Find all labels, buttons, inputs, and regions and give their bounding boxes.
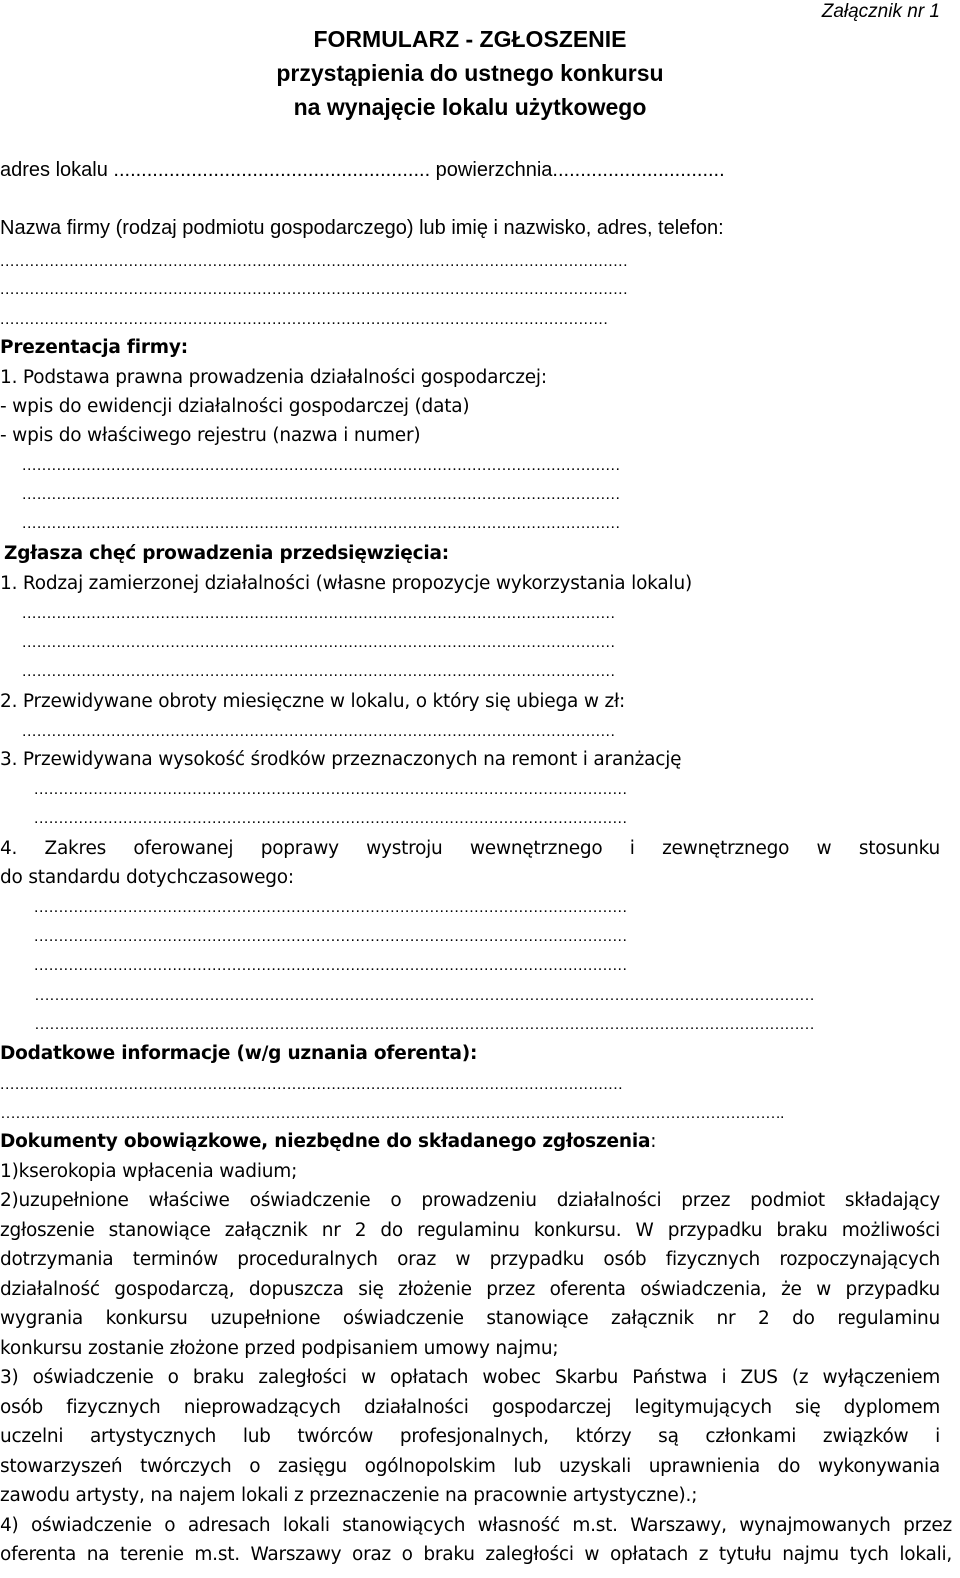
address-line: adres lokalu ......................................................... powierzchnia...............................: [0, 159, 725, 181]
question-1-dots-2: ........................................................................................................................: [22, 634, 616, 651]
company-dots-3: ...........................................................................................................................: [0, 311, 609, 328]
question-4-dots-2: ........................................................................................................................: [34, 928, 628, 945]
form-subtitle-1: przystąpienia do ustnego konkursu: [276, 60, 664, 86]
document-4-line-2: oferenta na terenie m.st. Warszawy oraz o braku zaległości w opłatach z tytułu najmu tych lokali,: [0, 1544, 952, 1565]
presentation-dots-2: .........................................................................................................................: [22, 486, 621, 503]
additional-dots-1: ..............................................................................................................................: [0, 1076, 624, 1093]
presentation-sub-1: - wpis do ewidencji działalności gospodarczej (data): [0, 396, 470, 417]
document-2-line-6: konkursu zostanie złożone przed podpisaniem umowy najmu;: [0, 1338, 559, 1359]
question-2-dots: ........................................................................................................................: [22, 723, 616, 740]
question-4-dots-1: ........................................................................................................................: [34, 899, 628, 916]
document-3-line-1: 3) oświadczenie o braku zaległości w opłatach wobec Skarbu Państwa i ZUS (z wyłączeniem: [0, 1367, 940, 1388]
document-3-line-3: uczelni artystycznych lub twórców profesjonalnych, którzy są członkami związków i: [0, 1426, 940, 1447]
question-3-dots-2: ........................................................................................................................: [34, 810, 628, 827]
document-2-line-2: zgłoszenie stanowiące załącznik nr 2 do regulaminu konkursu. W przypadku braku możliwości: [0, 1220, 940, 1241]
presentation-label: Prezentacja firmy:: [0, 337, 188, 358]
company-label: Nazwa firmy (rodzaj podmiotu gospodarczego) lub imię i nazwisko, adres, telefon:: [0, 217, 724, 239]
question-4-dots-5: …………………………………………………………………………………………………………………………………………: [34, 1016, 814, 1033]
question-3: 3. Przewidywana wysokość środków przeznaczonych na remont i aranżację: [0, 749, 682, 770]
question-2: 2. Przewidywane obroty miesięczne w lokalu, o który się ubiega w zł:: [0, 691, 626, 712]
question-1-dots-3: ........................................................................................................................: [22, 663, 616, 680]
document-2-line-3: dotrzymania terminów proceduralnych oraz w przypadku osób fizycznych rozpoczynających: [0, 1249, 940, 1270]
question-1-dots-1: ........................................................................................................................: [22, 605, 616, 622]
intent-label: Zgłasza chęć prowadzenia przedsięwzięcia:: [4, 543, 450, 564]
question-4: 4. Zakres oferowanej poprawy wystroju wewnętrznego i zewnętrznego w stosunku: [0, 838, 940, 859]
document-3-line-4: stowarzyszeń twórczych o zasięgu ogólnopolskim lub uzyskali uprawnienia do wykonywania: [0, 1456, 940, 1477]
question-1: 1. Rodzaj zamierzonej działalności (własne propozycje wykorzystania lokalu): [0, 573, 692, 594]
form-subtitle-2: na wynajęcie lokalu użytkowego: [293, 94, 647, 120]
document-3-line-5: zawodu artysty, na najem lokali z przeznaczenie na pracownie artystyczne).;: [0, 1485, 698, 1506]
additional-dots-2: ………………………………………………………………………………………………………………………………………….: [0, 1105, 784, 1122]
presentation-item-1: 1. Podstawa prawna prowadzenia działalności gospodarczej:: [0, 367, 547, 388]
documents-heading: [0, 1130, 656, 1154]
presentation-sub-2: - wpis do właściwego rejestru (nazwa i numer): [0, 425, 421, 446]
question-4-dots-3: ........................................................................................................................: [34, 957, 628, 974]
presentation-dots-3: .........................................................................................................................: [22, 515, 621, 532]
additional-label: Dodatkowe informacje (w/g uznania oferenta):: [0, 1043, 478, 1064]
presentation-dots-1: .........................................................................................................................: [22, 457, 621, 474]
document-2-line-4: działalność gospodarczą, dopuszcza się złożenie przez oferenta oświadczenia, że w przypadku: [0, 1279, 940, 1300]
attachment-label: Załącznik nr 1: [821, 1, 940, 22]
company-dots-2: ...............................................................................................................................: [0, 281, 629, 298]
document-3-line-2: osób fizycznych nieprowadzących działalności gospodarczej legitymujących się dyplomem: [0, 1397, 940, 1418]
company-dots-1: ...............................................................................................................................: [0, 253, 629, 270]
document-1: 1)kserokopia wpłacenia wadium;: [0, 1161, 298, 1182]
question-4-dots-4: …………………………………………………………………………………………………………………………………………: [34, 987, 814, 1004]
document-4-line-1: 4) oświadczenie o adresach lokali stanowiących własność m.st. Warszawy, wynajmowanych przez: [0, 1515, 952, 1536]
documents-label: Dokumenty obowiązkowe, niezbędne do składanego zgłoszenia: [0, 1131, 651, 1152]
documents-colon: :: [650, 1131, 657, 1152]
form-title: FORMULARZ - ZGŁOSZENIE: [313, 26, 627, 52]
document-2-line-5: wygrania konkursu uzupełnione oświadczenie stanowiące załącznik nr 2 do regulaminu: [0, 1308, 940, 1329]
document-2-line-1: 2)uzupełnione właściwe oświadczenie o prowadzeniu działalności przez podmiot składający: [0, 1190, 940, 1211]
question-3-dots-1: ........................................................................................................................: [34, 781, 628, 798]
question-4-line-2: do standardu dotychczasowego:: [0, 867, 294, 888]
